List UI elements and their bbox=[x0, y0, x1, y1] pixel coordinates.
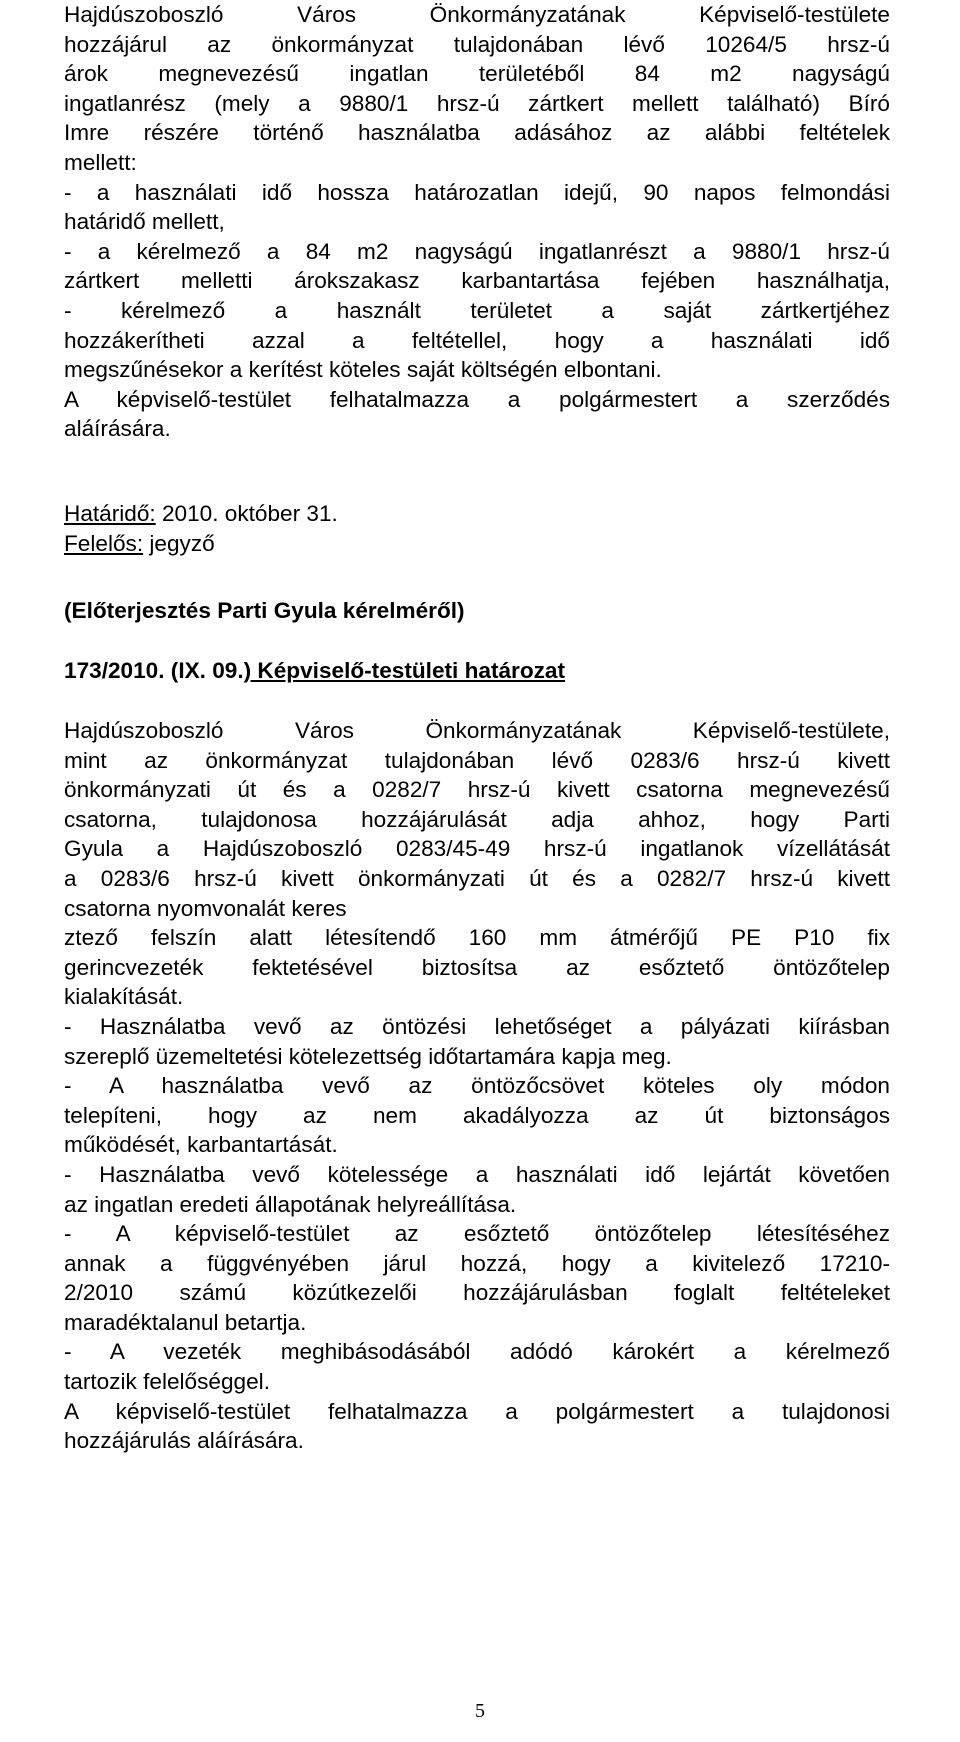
text-line: 2/2010 számú közútkezelői hozzájárulásban foglalt feltételeket bbox=[64, 1280, 890, 1306]
text-line: ingatlanrész (mely a 9880/1 hrsz-ú zártkert mellett található) Bíró bbox=[64, 90, 890, 116]
text-line: maradéktalanul betartja. bbox=[64, 1309, 307, 1335]
responsible-label: Felelős: bbox=[64, 530, 144, 556]
resolution-text-bíró bbox=[64, 0, 890, 444]
text-line: Gyula a Hajdúszoboszló 0283/45-49 hrsz-ú ingatlanok vízellátását bbox=[64, 836, 890, 862]
text-line: zártkert melletti árokszakasz karbantartása fejében használhatja, bbox=[64, 268, 890, 294]
responsible-line bbox=[64, 529, 890, 559]
text-line: hozzájárul az önkormányzat tulajdonában lévő 10264/5 hrsz-ú bbox=[64, 31, 890, 57]
text-line: Hajdúszoboszló Város Önkormányzatának Képviselő-testülete bbox=[64, 2, 890, 27]
text-line: árok megnevezésű ingatlan területéből 84 m2 nagyságú bbox=[64, 61, 890, 87]
text-line: csatorna nyomvonalát keres bbox=[64, 895, 347, 921]
text-line: kialakítását. bbox=[64, 984, 184, 1010]
deadline-value: 2010. október 31. bbox=[155, 501, 338, 526]
deadline-block bbox=[64, 499, 890, 558]
responsible-value: jegyző bbox=[143, 530, 215, 556]
text-line: határidő mellett, bbox=[64, 209, 225, 235]
text-line: tartozik felelőséggel. bbox=[64, 1369, 270, 1395]
text-line: telepíteni, hogy az nem akadályozza az út biztonságos bbox=[64, 1102, 890, 1128]
text-line: - a kérelmező a 84 m2 nagyságú ingatlanrészt a 9880/1 hrsz-ú bbox=[64, 238, 890, 264]
text-line: - A képviselő-testület az esőztető öntözőtelep létesítéséhez bbox=[64, 1221, 890, 1247]
resolution-text-parti bbox=[64, 716, 890, 1456]
text-line: - kérelmező a használt területet a saját zártkertjéhez bbox=[64, 297, 890, 323]
text-line: annak a függvényében járul hozzá, hogy a kivitelező 17210- bbox=[64, 1250, 890, 1276]
text-line: aláírására. bbox=[64, 416, 171, 442]
deadline-line bbox=[64, 499, 890, 529]
page-number: 5 bbox=[475, 1700, 485, 1722]
text-line: önkormányzati út és a 0282/7 hrsz-ú kivett csatorna megnevezésű bbox=[64, 777, 890, 803]
resolution-number: 173/2010. (IX. 09. bbox=[64, 658, 244, 683]
text-line: Imre részére történő használatba adásához az alábbi feltételek bbox=[64, 120, 890, 146]
text-line: mint az önkormányzat tulajdonában lévő 0283/6 hrsz-ú kivett bbox=[64, 747, 890, 773]
resolution-heading bbox=[64, 656, 890, 686]
text-line: Hajdúszoboszló Város Önkormányzatának Képviselő-testülete, bbox=[64, 718, 890, 743]
text-line: működését, karbantartását. bbox=[64, 1132, 338, 1158]
text-line: gerincvezeték fektetésével biztosítsa az esőztető öntözőtelep bbox=[64, 954, 890, 980]
text-line: hozzájárulás aláírására. bbox=[64, 1428, 304, 1454]
text-line: az ingatlan eredeti állapotának helyreállítása. bbox=[64, 1191, 517, 1217]
text-line: mellett: bbox=[64, 149, 137, 175]
proposal-heading: (Előterjesztés Parti Gyula kérelméről) bbox=[64, 598, 465, 623]
text-line: ztező felszín alatt létesítendő 160 mm átmérőjű PE P10 fix bbox=[64, 925, 890, 951]
text-line: - Használatba vevő kötelessége a használati idő lejártát követően bbox=[64, 1161, 890, 1187]
text-line: csatorna, tulajdonosa hozzájárulását adja ahhoz, hogy Parti bbox=[64, 806, 890, 832]
text-line: megszűnésekor a kerítést köteles saját költségén elbontani. bbox=[64, 357, 662, 383]
deadline-label: Határidő: bbox=[64, 501, 156, 526]
text-line: - Használatba vevő az öntözési lehetőséget a pályázati kiírásban bbox=[64, 1013, 890, 1039]
text-line: A képviselő-testület felhatalmazza a polgármestert a tulajdonosi bbox=[64, 1398, 890, 1424]
text-line: hozzákerítheti azzal a feltétellel, hogy a használati idő bbox=[64, 327, 890, 353]
text-line: A képviselő-testület felhatalmazza a polgármestert a szerződés bbox=[64, 386, 890, 412]
text-line: - A vezeték meghibásodásából adódó károkért a kérelmező bbox=[64, 1339, 890, 1365]
text-line: szereplő üzemeltetési kötelezettség időtartamára kapja meg. bbox=[64, 1043, 672, 1069]
text-line: a 0283/6 hrsz-ú kivett önkormányzati út és a 0282/7 hrsz-ú kivett bbox=[64, 865, 890, 891]
text-line: - A használatba vevő az öntözőcsövet köteles oly módon bbox=[64, 1073, 890, 1099]
text-line: - a használati idő hossza határozatlan idejű, 90 napos felmondási bbox=[64, 179, 890, 205]
resolution-title: ) Képviselő-testületi határozat bbox=[243, 658, 566, 683]
